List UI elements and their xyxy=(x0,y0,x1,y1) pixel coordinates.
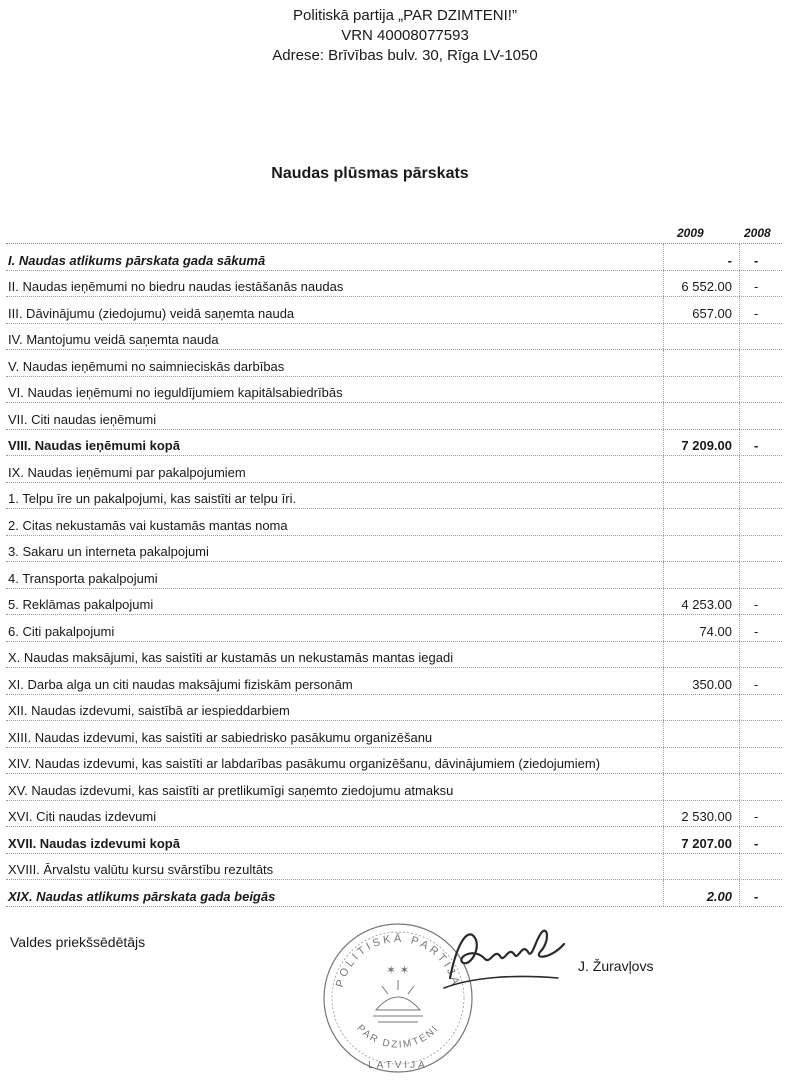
column-divider xyxy=(739,350,740,376)
column-divider xyxy=(739,324,740,350)
column-divider xyxy=(739,695,740,721)
value-2008: - xyxy=(754,888,759,904)
column-divider xyxy=(663,589,664,615)
column-divider xyxy=(663,774,664,800)
column-divider xyxy=(663,377,664,403)
value-2008: - xyxy=(754,305,759,321)
value-2009: 350.00 xyxy=(692,676,732,692)
value-2009: 657.00 xyxy=(692,305,732,321)
value-2008: - xyxy=(754,835,759,851)
row-label: XIII. Naudas izdevumi, kas saistīti ar sabiedrisko pasākumu organizēšanu xyxy=(8,729,433,745)
value-2009: 2.00 xyxy=(706,888,732,904)
column-divider xyxy=(663,695,664,721)
column-divider xyxy=(739,721,740,747)
column-divider xyxy=(739,854,740,880)
value-2008: - xyxy=(754,809,759,824)
row-label: XI. Darba alga un citi naudas maksājumi fiziskām personām xyxy=(8,676,353,692)
column-divider xyxy=(663,350,664,376)
column-divider xyxy=(663,827,664,853)
row-label: XVI. Citi naudas izdevumi xyxy=(8,809,157,824)
column-divider xyxy=(663,668,664,694)
column-divider xyxy=(739,668,740,694)
column-divider xyxy=(739,297,740,323)
column-divider xyxy=(739,244,740,270)
column-divider xyxy=(739,774,740,800)
column-divider xyxy=(663,854,664,880)
document-header xyxy=(0,6,790,66)
column-divider xyxy=(739,536,740,562)
value-2008: - xyxy=(754,623,759,639)
row-label: I. Naudas atlikums pārskata gada sākumā xyxy=(8,252,266,268)
row-label: IV. Mantojumu veidā saņemta nauda xyxy=(8,332,219,347)
row-label: XIX. Naudas atlikums pārskata gada beigās xyxy=(8,888,276,904)
table-row xyxy=(6,536,782,563)
row-label: VIII. Naudas ieņēmumi kopā xyxy=(8,438,180,453)
row-label: III. Dāvinājumu (ziedojumu) veidā saņemta nauda xyxy=(8,305,295,321)
table-row xyxy=(6,880,782,907)
column-divider xyxy=(663,271,664,297)
value-2008: - xyxy=(754,252,759,268)
row-label: VI. Naudas ieņēmumi no ieguldījumiem kapitālsabiedrībās xyxy=(8,385,343,400)
row-label: 4. Transporta pakalpojumi xyxy=(8,570,158,586)
column-divider xyxy=(739,801,740,827)
column-divider xyxy=(739,615,740,641)
table-row xyxy=(6,748,782,775)
column-divider xyxy=(739,562,740,588)
table-row xyxy=(6,668,782,695)
row-label: VII. Citi naudas ieņēmumi xyxy=(8,411,157,427)
table-row xyxy=(6,827,782,854)
row-label: XVII. Naudas izdevumi kopā xyxy=(8,835,180,851)
value-2008: - xyxy=(754,279,759,294)
column-divider xyxy=(663,297,664,323)
stamp-text-top: POLITISKĀ PARTIJA xyxy=(334,932,462,989)
signatory-role: Valdes priekšsēdētājs xyxy=(10,934,146,950)
table-row xyxy=(6,297,782,324)
row-label: 3. Sakaru un interneta pakalpojumi xyxy=(8,544,209,559)
value-2009: - xyxy=(727,252,732,268)
registration-number: VRN 40008077593 xyxy=(341,27,469,44)
row-label: X. Naudas maksājumi, kas saistīti ar kustamās un nekustamās mantas iegadi xyxy=(8,650,454,665)
cashflow-table xyxy=(6,243,782,907)
row-label: 1. Telpu īre un pakalpojumi, kas saistīti ar telpu īri. xyxy=(8,491,297,506)
value-2009: 2 530.00 xyxy=(681,809,732,824)
svg-text:✶ ✶: ✶ ✶ xyxy=(386,963,410,977)
svg-text:PAR DZIMTENI xyxy=(354,1023,441,1051)
address: Adrese: Brīvības bulv. 30, Rīga LV-1050 xyxy=(272,47,538,64)
column-divider xyxy=(739,880,740,906)
table-row xyxy=(6,271,782,298)
column-divider xyxy=(739,589,740,615)
column-divider xyxy=(739,748,740,774)
signature xyxy=(440,918,580,998)
column-divider xyxy=(663,721,664,747)
row-label: 2. Citas nekustamās vai kustamās mantas noma xyxy=(8,517,288,533)
value-2008: - xyxy=(754,676,759,692)
table-row xyxy=(6,589,782,616)
column-divider xyxy=(663,801,664,827)
table-row xyxy=(6,483,782,510)
row-label: 6. Citi pakalpojumi xyxy=(8,623,115,639)
column-divider xyxy=(663,244,664,270)
row-label: IX. Naudas ieņēmumi par pakalpojumiem xyxy=(8,464,246,480)
stamp-text-bottom: PAR DZIMTENI xyxy=(354,1022,442,1051)
row-label: II. Naudas ieņēmumi no biedru naudas iestāšanās naudas xyxy=(8,279,344,294)
column-divider xyxy=(739,456,740,482)
table-row xyxy=(6,403,782,430)
table-row xyxy=(6,430,782,457)
column-divider xyxy=(739,430,740,456)
signatory-name: J. Žuravļovs xyxy=(578,958,654,974)
value-2008: - xyxy=(754,438,759,453)
column-divider xyxy=(739,377,740,403)
table-row xyxy=(6,854,782,881)
value-2008: - xyxy=(754,597,759,612)
column-divider xyxy=(663,483,664,509)
table-row xyxy=(6,509,782,536)
value-2009: 4 253.00 xyxy=(681,597,732,612)
column-divider xyxy=(663,562,664,588)
table-row xyxy=(6,350,782,377)
column-divider xyxy=(739,403,740,429)
value-2009: 74.00 xyxy=(699,623,732,639)
table-row xyxy=(6,774,782,801)
table-row xyxy=(6,801,782,828)
column-divider xyxy=(663,880,664,906)
stamp-emblem-icon xyxy=(373,963,423,1022)
row-label: XIV. Naudas izdevumi, kas saistīti ar labdarības pasākumu organizēšanu, dāvinājumiem (ziedojumiem) xyxy=(8,756,601,771)
table-row xyxy=(6,324,782,351)
column-header-2009: 2009 xyxy=(677,226,704,240)
column-divider xyxy=(739,642,740,668)
row-label: V. Naudas ieņēmumi no saimnieciskās darbības xyxy=(8,358,285,374)
column-divider xyxy=(739,509,740,535)
value-2009: 6 552.00 xyxy=(681,279,732,294)
stamp-text-country: LATVIJA xyxy=(368,1060,428,1071)
row-label: XV. Naudas izdevumi, kas saistīti ar pretlikumīgi saņemto ziedojumu atmaksu xyxy=(8,782,454,798)
row-label: XVIII. Ārvalstu valūtu kursu svārstību rezultāts xyxy=(8,862,274,877)
table-row xyxy=(6,615,782,642)
column-divider xyxy=(663,403,664,429)
row-label: 5. Reklāmas pakalpojumi xyxy=(8,597,154,612)
table-row xyxy=(6,721,782,748)
table-row xyxy=(6,456,782,483)
column-header-2008: 2008 xyxy=(744,226,771,240)
value-2009: 7 209.00 xyxy=(681,438,732,453)
party-name: Politiskā partija „PAR DZIMTENI!” xyxy=(293,7,517,24)
column-divider xyxy=(663,615,664,641)
table-row xyxy=(6,562,782,589)
value-2009: 7 207.00 xyxy=(681,835,732,851)
column-divider xyxy=(663,456,664,482)
table-row xyxy=(6,642,782,669)
column-divider xyxy=(663,642,664,668)
column-divider xyxy=(663,748,664,774)
column-divider xyxy=(739,483,740,509)
column-divider xyxy=(663,536,664,562)
column-divider xyxy=(739,271,740,297)
column-divider xyxy=(663,430,664,456)
column-divider xyxy=(663,324,664,350)
table-row xyxy=(6,695,782,722)
table-row xyxy=(6,244,782,271)
row-label: XII. Naudas izdevumi, saistībā ar iespieddarbiem xyxy=(8,703,290,718)
table-row xyxy=(6,377,782,404)
page-title: Naudas plūsmas pārskats xyxy=(271,165,469,182)
column-divider xyxy=(663,509,664,535)
column-divider xyxy=(739,827,740,853)
